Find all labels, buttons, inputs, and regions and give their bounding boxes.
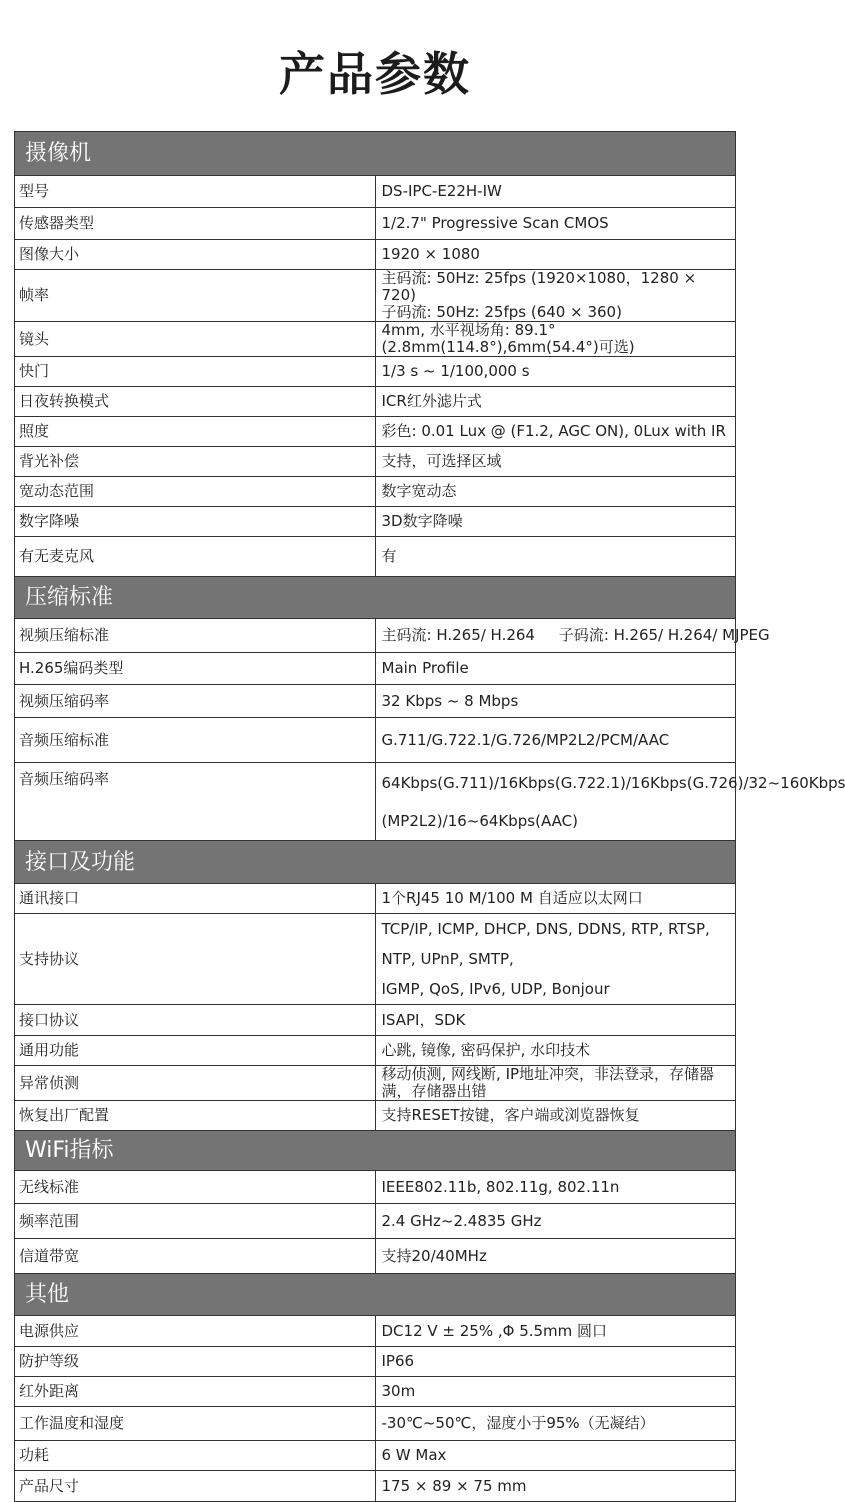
spec-label: 音频压缩码率 [15, 763, 376, 841]
spec-label: 镜头 [15, 322, 376, 357]
spec-row [15, 387, 736, 417]
spec-label: 接口协议 [15, 1005, 376, 1036]
spec-label: 背光补偿 [15, 447, 376, 477]
spec-label: 音频压缩标准 [15, 718, 376, 763]
spec-label: 型号 [15, 176, 376, 208]
spec-row [15, 1204, 736, 1239]
spec-row [15, 884, 736, 914]
section-title: WiFi指标 [15, 1131, 736, 1171]
spec-row [15, 507, 736, 537]
spec-value: 32 Kbps ~ 8 Mbps [375, 685, 736, 718]
spec-value-line: IGMP, QoS, IPv6, UDP, Bonjour [381, 980, 610, 998]
spec-value [375, 270, 736, 322]
spec-value-line: TCP/IP, ICMP, DHCP, DNS, DDNS, RTP, RTSP, NTP, UPnP, SMTP, [381, 920, 710, 968]
spec-label: 功耗 [15, 1441, 376, 1471]
section-title: 接口及功能 [15, 841, 736, 884]
spec-value: 2.4 GHz~2.4835 GHz [375, 1204, 736, 1239]
spec-label: 频率范围 [15, 1204, 376, 1239]
spec-table [14, 131, 845, 1502]
spec-label: 防护等级 [15, 1347, 376, 1377]
spec-row [15, 270, 736, 322]
spec-label: 产品尺寸 [15, 1471, 376, 1502]
spec-label: 支持协议 [15, 914, 376, 1005]
spec-label: 工作温度和湿度 [15, 1407, 376, 1441]
section-title: 摄像机 [15, 132, 736, 176]
spec-value-line: (MP2L2)/16~64Kbps(AAC) [381, 811, 578, 830]
spec-label: 通用功能 [15, 1036, 376, 1066]
spec-row [15, 357, 736, 387]
spec-row [15, 763, 736, 841]
section-title: 压缩标准 [15, 577, 736, 619]
spec-row [15, 1316, 736, 1347]
spec-row [15, 1377, 736, 1407]
spec-row [15, 619, 736, 653]
section-header-other [15, 1274, 736, 1316]
spec-value: -30℃~50℃，湿度小于95%（无凝结） [375, 1407, 736, 1441]
spec-label: 照度 [15, 417, 376, 447]
spec-label: 有无麦克风 [15, 537, 376, 577]
spec-row [15, 1441, 736, 1471]
spec-label: 异常侦测 [15, 1066, 376, 1101]
spec-value [375, 914, 736, 1005]
spec-label: 日夜转换模式 [15, 387, 376, 417]
spec-row [15, 914, 736, 1005]
spec-row [15, 322, 736, 357]
spec-label: 帧率 [15, 270, 376, 322]
spec-row [15, 1101, 736, 1131]
spec-label: 视频压缩码率 [15, 685, 376, 718]
spec-row [15, 1471, 736, 1502]
spec-label: 无线标准 [15, 1171, 376, 1204]
spec-value: 6 W Max [375, 1441, 736, 1471]
spec-value: 数字宽动态 [375, 477, 736, 507]
spec-value: ICR红外滤片式 [375, 387, 736, 417]
spec-label: 恢复出厂配置 [15, 1101, 376, 1131]
spec-label: 传感器类型 [15, 208, 376, 240]
spec-row [15, 537, 736, 577]
spec-value: 1个RJ45 10 M/100 M 自适应以太网口 [375, 884, 736, 914]
section-header-wifi [15, 1131, 736, 1171]
spec-value: G.711/G.722.1/G.726/MP2L2/PCM/AAC [375, 718, 736, 763]
spec-label: 视频压缩标准 [15, 619, 376, 653]
spec-value: 移动侦测, 网线断, IP地址冲突，非法登录，存储器满，存储器出错 [375, 1066, 736, 1101]
spec-row [15, 1171, 736, 1204]
spec-label: 宽动态范围 [15, 477, 376, 507]
spec-value: Main Profile [375, 653, 736, 685]
section-header-interface [15, 841, 736, 884]
spec-value: 1920 × 1080 [375, 240, 736, 270]
spec-row [15, 718, 736, 763]
spec-value: 支持，可选择区域 [375, 447, 736, 477]
spec-label: 数字降噪 [15, 507, 376, 537]
spec-value: 主码流: H.265/ H.264 子码流: H.265/ H.264/ MJPEG [375, 619, 736, 653]
spec-row [15, 176, 736, 208]
spec-value: IP66 [375, 1347, 736, 1377]
spec-value: 1/3 s ~ 1/100,000 s [375, 357, 736, 387]
spec-value: 彩色: 0.01 Lux @ (F1.2, AGC ON), 0Lux with IR [375, 417, 736, 447]
spec-value: DC12 V ± 25% ,Φ 5.5mm 圆口 [375, 1316, 736, 1347]
spec-row [15, 1239, 736, 1274]
spec-value: IEEE802.11b, 802.11g, 802.11n [375, 1171, 736, 1204]
section-header-compression [15, 577, 736, 619]
spec-row [15, 1347, 736, 1377]
spec-value: 30m [375, 1377, 736, 1407]
spec-value: 有 [375, 537, 736, 577]
spec-value: 4mm, 水平视场角: 89.1°(2.8mm(114.8°),6mm(54.4°)可选) [375, 322, 736, 357]
spec-value: 3D数字降噪 [375, 507, 736, 537]
section-header-camera [15, 132, 736, 176]
spec-value: 1/2.7" Progressive Scan CMOS [375, 208, 736, 240]
spec-row [15, 208, 736, 240]
spec-row [15, 417, 736, 447]
spec-value-line: 主码流: 50Hz: 25fps (1920×1080，1280 × 720) [381, 269, 697, 304]
spec-row [15, 1407, 736, 1441]
spec-label: 电源供应 [15, 1316, 376, 1347]
spec-row [15, 477, 736, 507]
spec-label: 通讯接口 [15, 884, 376, 914]
spec-label: 图像大小 [15, 240, 376, 270]
spec-value: 175 × 89 × 75 mm [375, 1471, 736, 1502]
spec-row [15, 1005, 736, 1036]
spec-label: 快门 [15, 357, 376, 387]
spec-row [15, 447, 736, 477]
spec-row [15, 1066, 736, 1101]
spec-value-line: 子码流: 50Hz: 25fps (640 × 360) [381, 303, 622, 321]
spec-value: 心跳, 镜像, 密码保护, 水印技术 [375, 1036, 736, 1066]
spec-label: 信道带宽 [15, 1239, 376, 1274]
section-title: 其他 [15, 1274, 736, 1316]
spec-value [375, 763, 845, 841]
spec-value: DS-IPC-E22H-IW [375, 176, 736, 208]
spec-label: H.265编码类型 [15, 653, 376, 685]
spec-value: ISAPI，SDK [375, 1005, 736, 1036]
spec-value: 支持RESET按键，客户端或浏览器恢复 [375, 1101, 736, 1131]
spec-label: 红外距离 [15, 1377, 376, 1407]
page-title: 产品参数 [279, 47, 471, 101]
spec-row [15, 1036, 736, 1066]
spec-row [15, 240, 736, 270]
spec-value: 支持20/40MHz [375, 1239, 736, 1274]
spec-row [15, 685, 736, 718]
spec-value-line: 64Kbps(G.711)/16Kbps(G.722.1)/16Kbps(G.726)/32~160Kbps [381, 773, 845, 792]
spec-row [15, 653, 736, 685]
